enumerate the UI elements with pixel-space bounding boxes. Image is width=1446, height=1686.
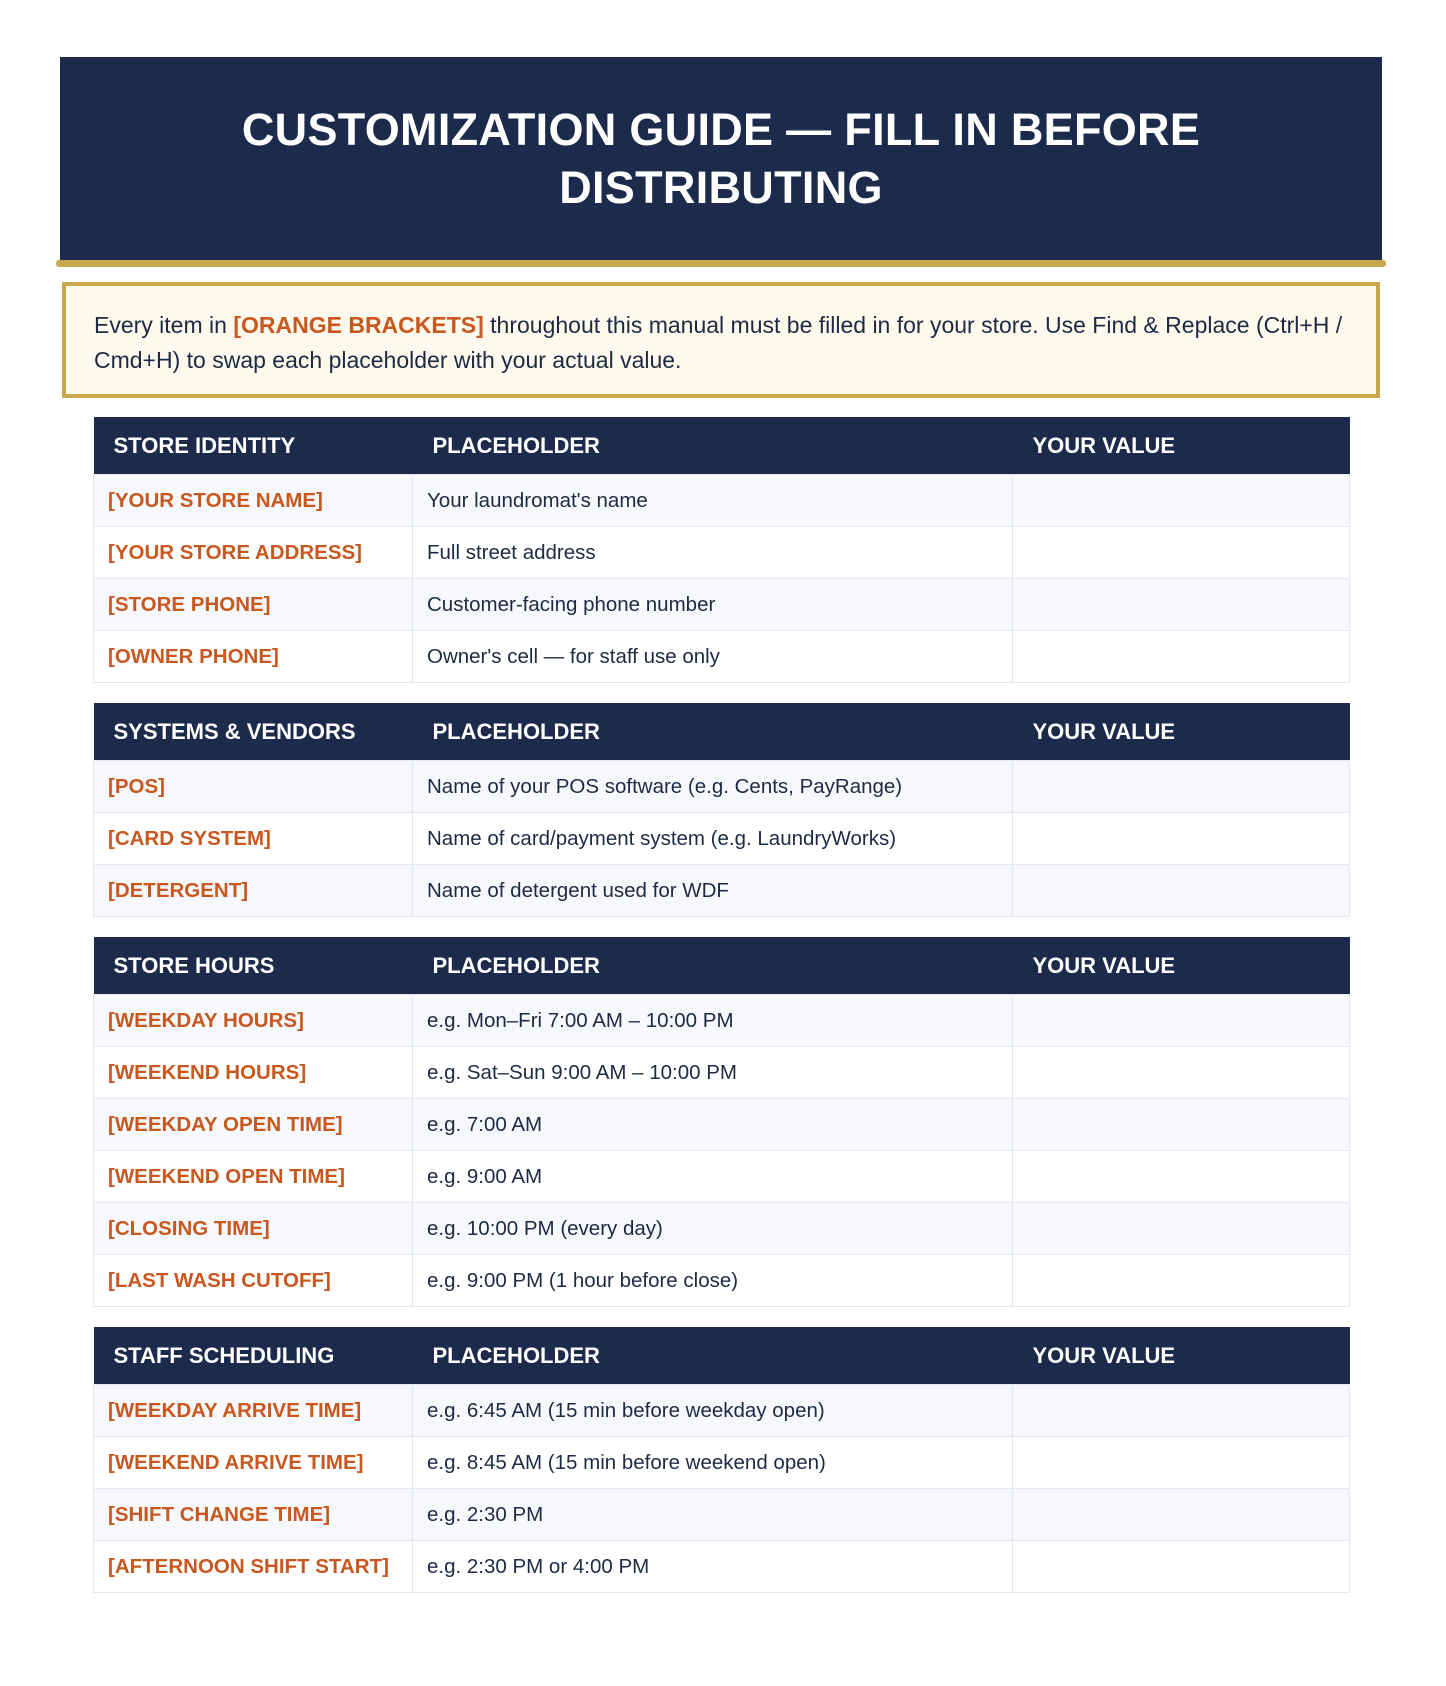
table-row [94,579,1350,631]
your-value-column-header: YOUR VALUE [1013,1327,1350,1385]
your-value-column-header: YOUR VALUE [1013,417,1350,475]
callout-highlight: [ORANGE BRACKETS] [233,312,484,338]
store-hours-table [93,937,1350,1307]
placeholder-key: [SHIFT CHANGE TIME] [94,1489,413,1541]
placeholder-description: Customer-facing phone number [413,579,1013,631]
placeholder-key: [WEEKDAY OPEN TIME] [94,1099,413,1151]
your-value-column-header: YOUR VALUE [1013,937,1350,995]
placeholder-description: e.g. Mon–Fri 7:00 AM – 10:00 PM [413,995,1013,1047]
table-row [94,1047,1350,1099]
placeholder-key: [YOUR STORE ADDRESS] [94,527,413,579]
instructions-callout [62,282,1380,398]
placeholder-key: [WEEKDAY HOURS] [94,995,413,1047]
placeholder-description: e.g. 8:45 AM (15 min before weekend open) [413,1437,1013,1489]
placeholder-column-header: PLACEHOLDER [413,703,1013,761]
section-heading: STORE HOURS [94,937,413,995]
placeholder-description: Owner's cell — for staff use only [413,631,1013,683]
section-heading: SYSTEMS & VENDORS [94,703,413,761]
placeholder-key: [LAST WASH CUTOFF] [94,1255,413,1307]
placeholder-key: [YOUR STORE NAME] [94,475,413,527]
placeholder-description: e.g. 2:30 PM [413,1489,1013,1541]
placeholder-column-header: PLACEHOLDER [413,1327,1013,1385]
gold-divider [56,260,1386,267]
table-row [94,1151,1350,1203]
your-value-cell[interactable] [1013,1047,1350,1099]
section-heading: STORE IDENTITY [94,417,413,475]
table-header-row [94,417,1350,475]
placeholder-description: Full street address [413,527,1013,579]
placeholder-description: Name of your POS software (e.g. Cents, PayRange) [413,761,1013,813]
page-title: CUSTOMIZATION GUIDE — FILL IN BEFORE DISTRIBUTING [241,103,1201,213]
your-value-column-header: YOUR VALUE [1013,703,1350,761]
systems-vendors-table [93,703,1350,917]
your-value-cell[interactable] [1013,1437,1350,1489]
table-row [94,865,1350,917]
placeholder-description: Your laundromat's name [413,475,1013,527]
table-row [94,527,1350,579]
your-value-cell[interactable] [1013,579,1350,631]
title-banner [60,57,1382,260]
table-row [94,1099,1350,1151]
placeholder-description: e.g. 6:45 AM (15 min before weekday open) [413,1385,1013,1437]
section-heading: STAFF SCHEDULING [94,1327,413,1385]
placeholder-key: [AFTERNOON SHIFT START] [94,1541,413,1593]
table-row [94,631,1350,683]
your-value-cell[interactable] [1013,1541,1350,1593]
table-row [94,475,1350,527]
your-value-cell[interactable] [1013,1385,1350,1437]
table-row [94,761,1350,813]
staff-scheduling-table [93,1327,1350,1593]
your-value-cell[interactable] [1013,1151,1350,1203]
your-value-cell[interactable] [1013,1099,1350,1151]
placeholder-key: [DETERGENT] [94,865,413,917]
callout-text-after: throughout this manual must be filled in for your store. Use Find & Replace (Ctrl+H / Cmd+H) to swap each placeholder with your actual value. [94,312,1343,373]
placeholder-key: [WEEKEND HOURS] [94,1047,413,1099]
placeholder-key: [OWNER PHONE] [94,631,413,683]
placeholder-key: [WEEKEND ARRIVE TIME] [94,1437,413,1489]
placeholder-description: Name of card/payment system (e.g. LaundryWorks) [413,813,1013,865]
your-value-cell[interactable] [1013,995,1350,1047]
placeholder-description: e.g. 9:00 PM (1 hour before close) [413,1255,1013,1307]
placeholder-key: [WEEKDAY ARRIVE TIME] [94,1385,413,1437]
placeholder-description: e.g. Sat–Sun 9:00 AM – 10:00 PM [413,1047,1013,1099]
placeholder-column-header: PLACEHOLDER [413,417,1013,475]
your-value-cell[interactable] [1013,1255,1350,1307]
store-identity-table [93,417,1350,683]
your-value-cell[interactable] [1013,1489,1350,1541]
table-row [94,1385,1350,1437]
your-value-cell[interactable] [1013,1203,1350,1255]
table-header-row [94,937,1350,995]
table-row [94,1489,1350,1541]
your-value-cell[interactable] [1013,865,1350,917]
placeholder-key: [POS] [94,761,413,813]
placeholder-column-header: PLACEHOLDER [413,937,1013,995]
placeholder-key: [WEEKEND OPEN TIME] [94,1151,413,1203]
placeholder-key: [STORE PHONE] [94,579,413,631]
your-value-cell[interactable] [1013,813,1350,865]
your-value-cell[interactable] [1013,475,1350,527]
placeholder-description: e.g. 10:00 PM (every day) [413,1203,1013,1255]
placeholder-key: [CARD SYSTEM] [94,813,413,865]
placeholder-key: [CLOSING TIME] [94,1203,413,1255]
your-value-cell[interactable] [1013,631,1350,683]
placeholder-description: e.g. 2:30 PM or 4:00 PM [413,1541,1013,1593]
placeholder-description: Name of detergent used for WDF [413,865,1013,917]
your-value-cell[interactable] [1013,527,1350,579]
placeholder-description: e.g. 9:00 AM [413,1151,1013,1203]
table-row [94,1541,1350,1593]
table-row [94,1437,1350,1489]
your-value-cell[interactable] [1013,761,1350,813]
table-row [94,1255,1350,1307]
table-row [94,1203,1350,1255]
table-row [94,813,1350,865]
placeholder-description: e.g. 7:00 AM [413,1099,1013,1151]
table-row [94,995,1350,1047]
callout-text-before: Every item in [94,312,234,338]
table-header-row [94,1327,1350,1385]
table-header-row [94,703,1350,761]
